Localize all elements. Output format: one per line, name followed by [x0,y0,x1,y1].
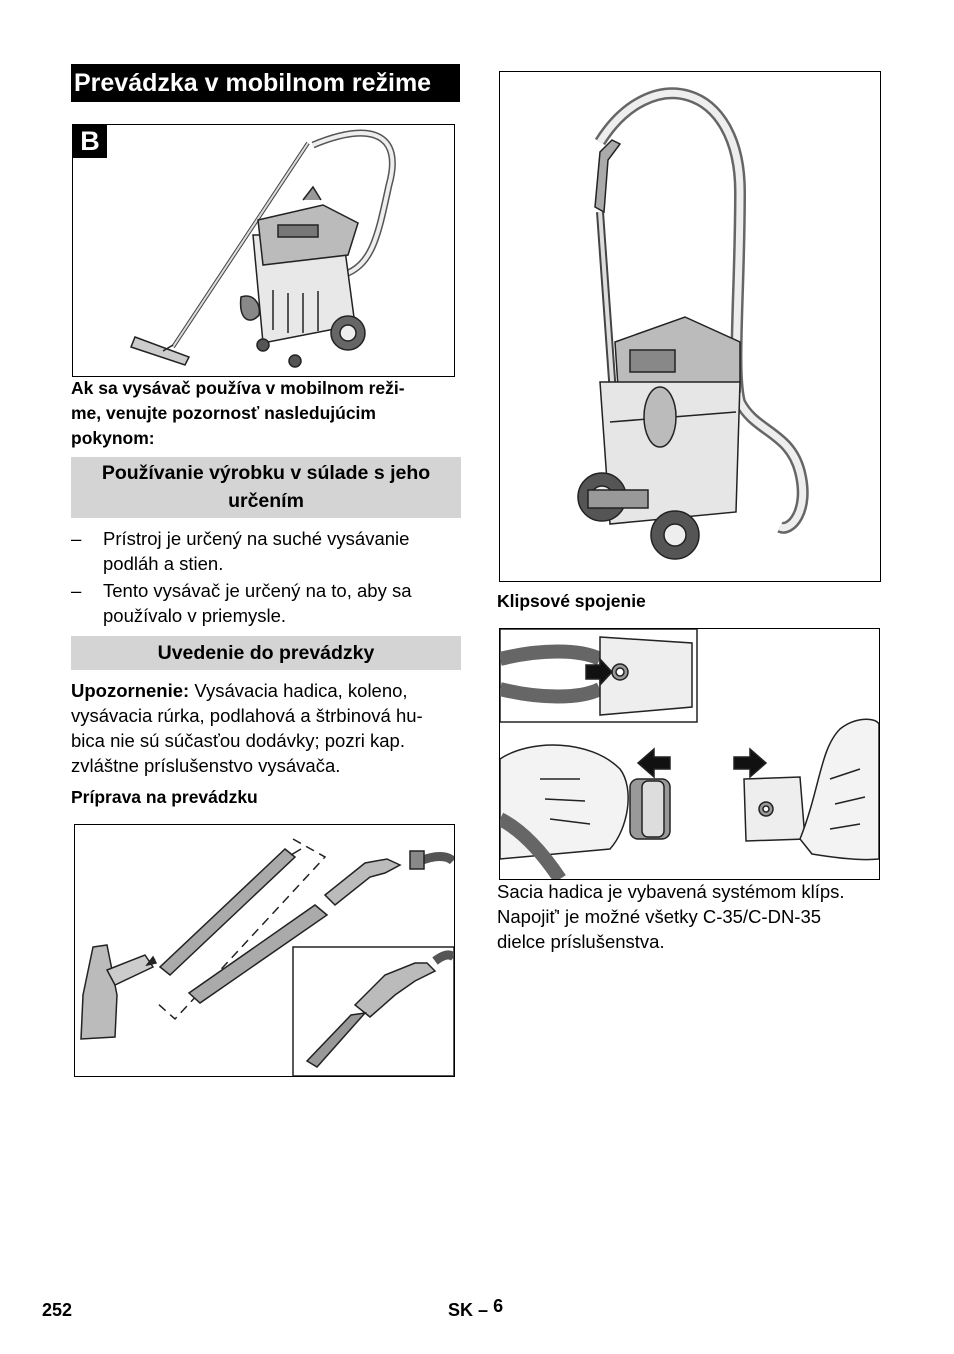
intro-line: pokynom: [71,428,155,448]
note-line: zvláštne príslušenstvo vysávača. [71,755,341,776]
intro-line: Ak sa vysávač používa v mobilnom reži- [71,378,405,398]
note-text [71,678,466,778]
prep-heading: Príprava na prevádzku [71,787,258,807]
clip-line: dielce príslušenstva. [497,931,665,952]
note-line: vysávacia rúrka, podlahová a štrbinová hu- [71,705,423,726]
clip-text [497,879,897,954]
section-heading-intended-use [71,457,461,518]
clip-line: Sacia hadica je vybavená systémom klíps. [497,881,845,902]
page-number: 252 [42,1300,73,1320]
figure-vacuum-mobile [72,124,455,377]
figure-assembly [74,824,455,1077]
intro-line: me, venujte pozornosť nasledujúcim [71,403,376,423]
section-heading-line: Používanie výrobku v súlade s jeho [101,462,431,484]
figure-vacuum-upright [499,71,881,582]
footer-dash: – [478,1300,489,1320]
note-line: Vysávacia hadica, koleno, [189,680,408,701]
section-heading-line: určením [228,490,304,512]
figure-label-b: B [73,125,107,158]
vacuum-upright-illustration [500,72,880,581]
footer-section-page: 6 [493,1296,504,1316]
list-line: používalo v priemysle. [103,605,287,626]
vacuum-illustration [73,125,454,376]
note-label: Upozornenie: [71,680,190,701]
note-line: bica nie sú súčasťou dodávky; pozri kap. [71,730,405,751]
list-item [71,578,466,628]
list-line: podláh a stien. [103,553,224,574]
list-dash: – [71,580,82,601]
list-dash: – [71,528,82,549]
list-item [71,526,466,576]
assembly-illustration [75,825,454,1076]
clip-illustration [500,629,879,879]
page-title: Prevádzka v mobilnom režime [71,64,460,102]
list-line: Tento vysávač je určený na to, aby sa [103,580,412,601]
footer-section [448,1296,504,1321]
clip-line: Napojiť' je možné všetky C-35/C-DN-35 [497,906,822,927]
clip-heading: Klipsové spojenie [497,591,646,611]
intro-text [71,376,466,451]
footer-lang: SK [448,1300,474,1320]
list-line: Prístroj je určený na suché vysávanie [103,528,410,549]
figure-clip-connection [499,628,880,880]
section-heading-startup: Uvedenie do prevádzky [71,636,461,670]
